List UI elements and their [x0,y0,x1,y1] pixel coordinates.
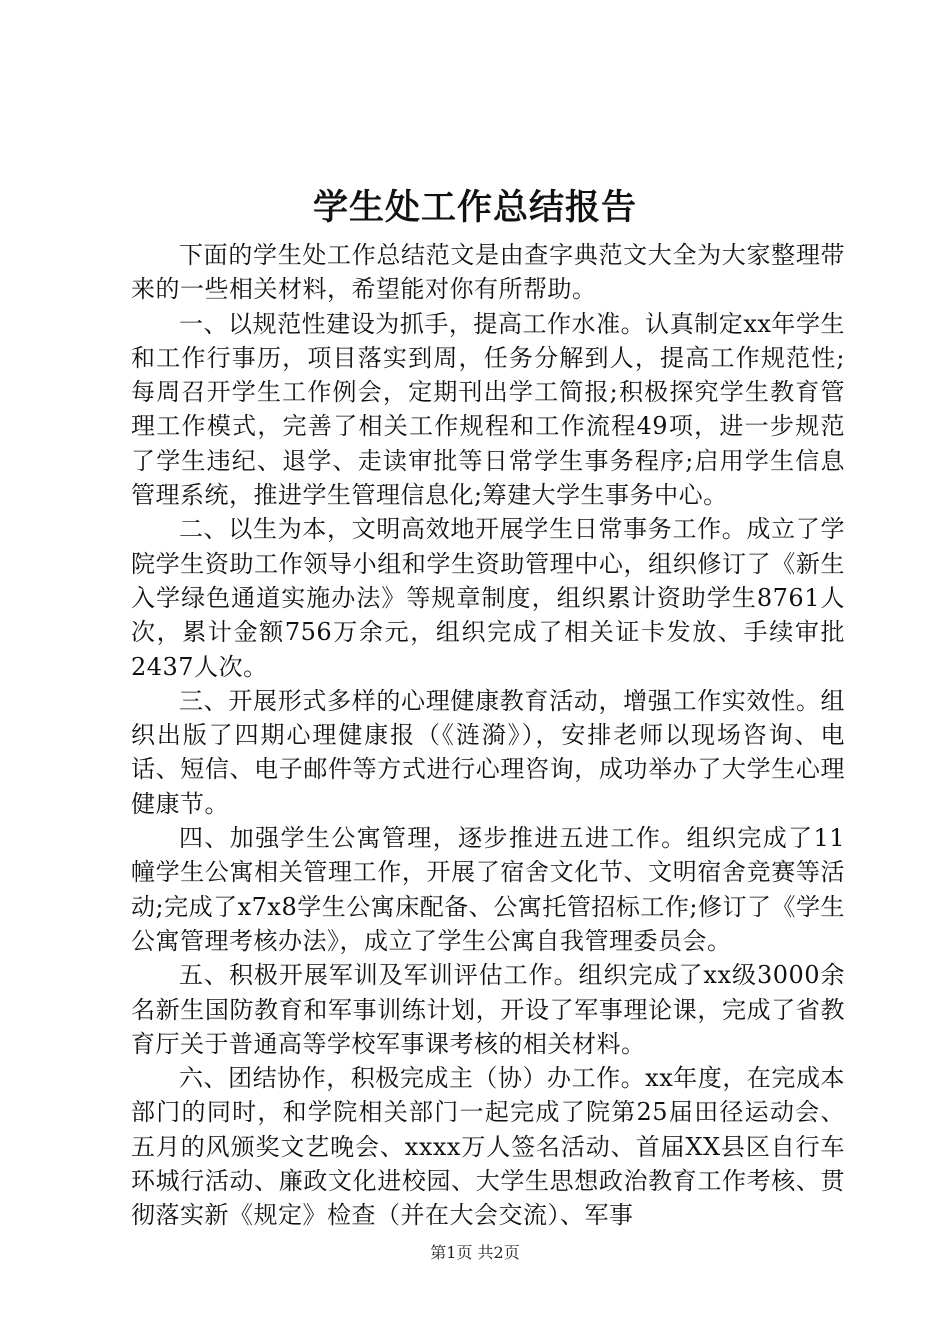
paragraph-section-4: 四、加强学生公寓管理，逐步推进五进工作。组织完成了11幢学生公寓相关管理工作，开展了宿舍文化节、文明宿舍竞赛等活动;完成了x7x8学生公寓床配备、公寓托管招标工作;修订了《学生公寓管理考核办法》，成立了学生公寓自我管理委员会。 [131,824,845,955]
document-body [131,238,845,1233]
paragraph-intro: 下面的学生处工作总结范文是由查字典范文大全为大家整理带来的一些相关材料，希望能对你有所帮助。 [131,241,845,304]
page-number-footer: 第1页 共2页 [430,1243,520,1262]
paragraph-section-6: 六、团结协作，积极完成主（协）办工作。xx年度，在完成本部门的同时，和学院相关部门一起完成了院第25届田径运动会、五月的风颁奖文艺晚会、xxxx万人签名活动、首届XX县区自行车环城行活动、廉政文化进校园、大学生思想政治教育工作考核、贯彻落实新《规定》检查（并在大会交流）、军事 [131,1064,845,1230]
paragraph-section-5: 五、积极开展军训及军训评估工作。组织完成了xx级3000余名新生国防教育和军事训练计划，开设了军事理论课，完成了省教育厅关于普通高等学校军事课考核的相关材料。 [131,961,845,1058]
document-title: 学生处工作总结报告 [312,187,637,228]
paragraph-section-1: 一、以规范性建设为抓手，提高工作水准。认真制定xx年学生和工作行事历，项目落实到周，任务分解到人，提高工作规范性;每周召开学生工作例会，定期刊出学工简报;积极探究学生教育管理工作模式，完善了相关工作规程和工作流程49项，进一步规范了学生违纪、退学、走读审批等日常学生事务程序;启用学生信息管理系统，推进学生管理信息化;筹建大学生事务中心。 [131,309,845,510]
paragraph-section-2: 二、以生为本，文明高效地开展学生日常事务工作。成立了学院学生资助工作领导小组和学生资助管理中心，组织修订了《新生入学绿色通道实施办法》等规章制度，组织累计资助学生8761人次，累计金额756万余元，组织完成了相关证卡发放、手续审批2437人次。 [131,515,845,681]
paragraph-section-3: 三、开展形式多样的心理健康教育活动，增强工作实效性。组织出版了四期心理健康报（《涟漪》），安排老师以现场咨询、电话、短信、电子邮件等方式进行心理咨询，成功举办了大学生心理健康节。 [131,686,845,818]
